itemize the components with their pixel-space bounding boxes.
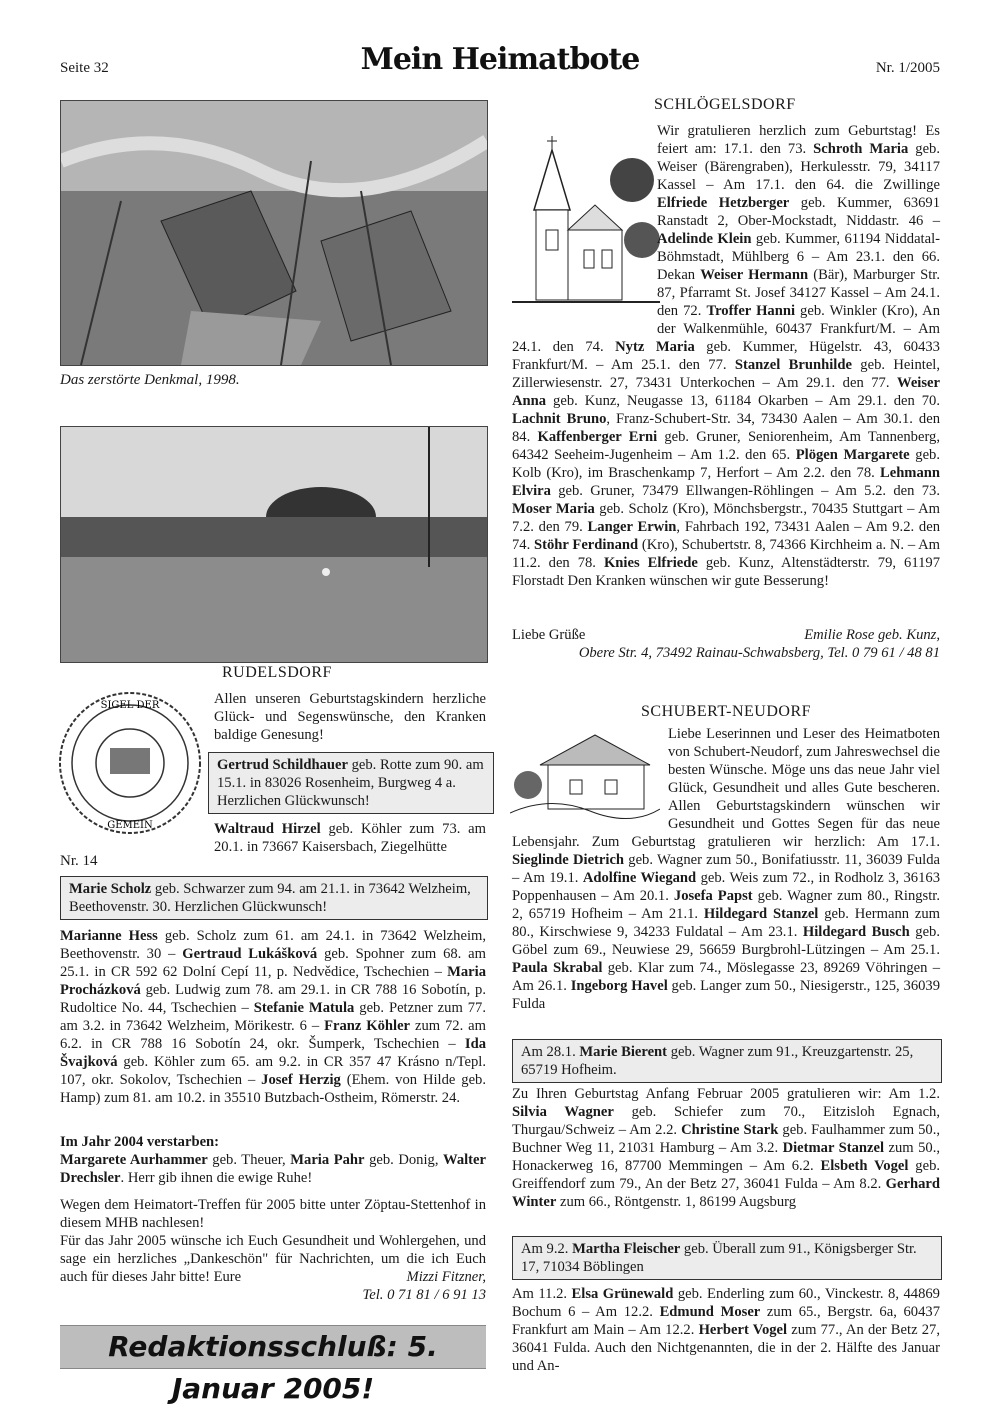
entry-waltraud-hirzel	[214, 820, 486, 856]
entry-text: geb. Hermann zum 80., Kirschwiese 9, 34233 Fuldatal – Am 23.1.	[512, 906, 940, 940]
photo-landscape	[60, 426, 488, 663]
person-name: Waltraud Hirzel	[214, 821, 321, 837]
box-date: Am 9.2.	[521, 1241, 573, 1257]
box-martha-fleischer	[512, 1236, 942, 1280]
person-name: Walter Drechsler	[60, 1152, 486, 1186]
entry-text: zum 66., Röntgenstr. 1, 86199 Augsburg	[556, 1194, 797, 1210]
entry-text: geb. Enderling zum 60., Vinckestr. 8, 44869 Bochum 6 – Am 12.2.	[512, 1286, 940, 1320]
entry-text: zum 65., Bergstr. 6a, 60437 Frankfurt am Main – Am 12.2.	[512, 1304, 940, 1338]
entry-text: geb. Wagner zum 50., Bonifatiusstr. 11, 36039 Fulda – Am 19.1.	[512, 852, 940, 886]
person-name: Hildegard Stanzel	[703, 906, 819, 922]
masthead-title: Mein Heimatbote	[360, 42, 640, 77]
entry-text: . Herr gib ihnen die ewige Ruhe!	[120, 1170, 313, 1186]
person-details: geb. Überall zum 91., Königsberger Str. 17, 71034 Böblingen	[521, 1241, 917, 1275]
person-name: Elfriede Hetzberger	[657, 195, 790, 211]
entry-text: geb. Schiefer zum 70., Eitzisloh Egnach, Thurgau/Schweiz – Am 2.2.	[512, 1104, 940, 1138]
entry-text: geb. Kummer, 61194 Niddatal-Böhmstadt, Mühlberg 6 – Am 23.1. den 66. Dekan	[657, 231, 941, 283]
entry-text: geb. Kunz, Neugasse 13, 61184 Okarben – Am 29.1. den 70.	[546, 393, 940, 409]
signature-address: Obere Str. 4, 73492 Rainau-Schwabsberg, Tel. 0 79 61 / 48 81	[578, 645, 940, 661]
person-name: Gertrud Schildhauer	[217, 757, 348, 773]
entry-text: zum 77., An der Betz 27, 36041 Fulda. Auch den Nichtgenannten, die in der 2. Hälfte des Januar und An-	[512, 1322, 941, 1374]
photo-caption: Das zerstörte Denkmal, 1998.	[60, 372, 240, 388]
seal-label: Nr. 14	[60, 853, 98, 869]
entry-text: (Ehem. von Hilde geb. Hamp) zum 81. am 10.2. in 35510 Butzbach-Ostheim, Römerstr. 24.	[60, 1072, 486, 1106]
entry-text: geb. Langer zum 50., Niesigerstr., 125, 36039 Fulda	[512, 978, 941, 1012]
page-number: Seite 32	[60, 60, 109, 76]
entry-text: zum 72. am 6.2. in CR 788 16 Sobotín 24, okr. Šumperk, Tschechien –	[60, 1018, 486, 1052]
person-name: Josef Herzig	[261, 1072, 341, 1088]
meeting-note: Wegen dem Heimatort-Treffen für 2005 bitte unter Zöptau-Stettenhof in diesem MHB nachlesen!	[60, 1197, 486, 1231]
entry-text: geb. Ludwig zum 78. am 29.1. in CR 788 16 Sobotín, p. Rudoltice No. 44, Tschechien –	[60, 982, 486, 1016]
seal-emblem-icon	[55, 688, 205, 838]
schubert-birthdays	[512, 725, 940, 1013]
person-details: geb. Rotte zum 90. am 15.1. in 83026 Rosenheim, Burgweg 4 a. Herzlichen Glückwunsch!	[217, 757, 484, 809]
entry-text: geb. Faulhammer zum 50., Buchner Weg 11, 21031 Hamburg – Am 3.2.	[512, 1122, 940, 1156]
entry-text: geb. Gruner, Seniorenheim, Am Tannenberg, 64342 Seeheim-Jugenheim – Am 1.2. den 65.	[512, 429, 940, 463]
svg-text:SIGEL DER: SIGEL DER	[100, 700, 160, 711]
entry-text: geb. Heintel, Zillerwiesenstr. 27, 73431 Unterkochen – Am 29.1. den 77.	[512, 357, 940, 391]
died-heading: Im Jahr 2004 verstarben:	[60, 1134, 220, 1150]
schloegelsdorf-birthdays	[512, 122, 940, 590]
rudelsdorf-title: RUDELSDORF	[222, 664, 332, 681]
signature-name: Mizzi Fitzner,	[406, 1269, 486, 1285]
illustration-spacer	[512, 122, 657, 338]
box-marie-bierent	[512, 1039, 942, 1083]
person-name: Elsbeth Vogel	[820, 1158, 909, 1174]
person-name: Nytz Maria	[615, 339, 695, 355]
entry-text: (Kro), Schubertstr. 8, 74366 Kirchheim a. N. – Am 11.2. den 78.	[512, 537, 941, 571]
person-name: Plögen Margarete	[795, 447, 910, 463]
person-name: Troffer Hanni	[706, 303, 795, 319]
person-name: Franz Köhler	[324, 1018, 411, 1034]
entry-text: , Fahrbach 192, 73431 Aalen – Am 9.2. den 74.	[512, 519, 940, 553]
landscape-photo-graphic	[61, 427, 487, 662]
person-name: Herbert Vogel	[698, 1322, 788, 1338]
person-name: Martha Fleischer	[572, 1241, 681, 1257]
signature-name: Emilie Rose geb. Kunz,	[804, 627, 940, 643]
rudelsdorf-intro: Allen unseren Geburtstagskindern herzliche Glück- und Segenswünsche, den Kranken baldige Genesung!	[214, 691, 486, 743]
person-name: Maria Pahr	[290, 1152, 365, 1168]
person-name: Marie Scholz	[69, 881, 152, 897]
entry-text: geb. Theuer,	[207, 1152, 291, 1168]
entry-text: Zu Ihren Geburtstag Anfang Februar 2005 gratulieren wir: Am 1.2.	[512, 1086, 940, 1102]
photo-destroyed-monument	[60, 100, 488, 366]
person-name: Stanzel Brunhilde	[734, 357, 852, 373]
issue-number: Nr. 1/2005	[875, 60, 940, 76]
box-marie-scholz	[60, 876, 488, 920]
person-details: geb. Schwarzer zum 94. am 21.1. in 73642 Welzheim, Beethovenstr. 30. Herzlichen Glückwunsch!	[69, 881, 471, 915]
entry-text: Wir gratulieren herzlich zum Geburtstag! Es feiert am: 17.1. den 73.	[657, 123, 940, 157]
person-name: Stöhr Ferdinand	[534, 537, 639, 553]
person-name: Knies Elfriede	[603, 555, 698, 571]
person-name: Maria Procházková	[60, 964, 486, 998]
died-list	[60, 1151, 486, 1187]
entry-text: geb. Kummer, Hügelstr. 43, 60433 Frankfurt/M. – Am 25.1. den 77.	[512, 339, 940, 373]
person-name: Edmund Moser	[659, 1304, 761, 1320]
entry-text: geb. Gruner, 73479 Ellwangen-Röhlingen – Am 5.2. den 73.	[550, 483, 940, 499]
person-name: Josefa Papst	[673, 888, 753, 904]
person-name: Adelinde Klein	[657, 231, 752, 247]
monument-photo-graphic	[61, 101, 487, 365]
svg-text:GEMEIN: GEMEIN	[107, 820, 153, 831]
entry-text: geb. Spohner zum 68. am 25.1. in CR 592 62 Dolní Cepí 11, p. Nedvědice, Tschechien –	[60, 946, 486, 980]
entry-text: geb. Greiffendorf zum 79., An der Betz 27, 36041 Fulda – Am 8.2.	[512, 1158, 941, 1192]
entry-text: geb. Scholz zum 61. am 24.1. in 73642 Welzheim, Beethovenstr. 30 –	[60, 928, 486, 962]
rudelsdorf-seal	[55, 688, 205, 838]
person-name: Ingeborg Havel	[570, 978, 668, 994]
entry-text: geb. Klar zum 74., Möslegasse 23, 89269 Vöhringen – Am 26.1.	[512, 960, 940, 994]
person-name: Lehmann Elvira	[512, 465, 940, 499]
person-name: Paula Skrabal	[512, 960, 603, 976]
later-birthdays	[512, 1285, 940, 1375]
entry-text: geb. Wagner zum 80., Ringstr. 2, 65719 Hofheim – Am 21.1.	[512, 888, 940, 922]
entry-text: Am 11.2.	[512, 1286, 572, 1302]
person-name: Weiser Anna	[512, 375, 940, 409]
february-birthdays	[512, 1085, 940, 1211]
deadline-banner: Redaktionsschluß: 5. Januar 2005!	[60, 1325, 486, 1369]
entry-text: (Bär), Marburger Str. 87, Pfarramt St. Josef 34127 Kassel – Am 24.1. den 72.	[657, 267, 940, 319]
schubert-title: SCHUBERT-NEUDORF	[641, 703, 812, 720]
entry-text: geb. Kunz, Altenstädterstr. 79, 61197 Florstadt Den Kranken wünschen wir gute Besserung!	[512, 555, 940, 589]
person-name: Sieglinde Dietrich	[512, 852, 625, 868]
person-name: Langer Erwin	[587, 519, 677, 535]
person-name: Silvia Wagner	[512, 1104, 614, 1120]
person-name: Stefanie Matula	[253, 1000, 355, 1016]
entry-text: geb. Weiser (Bärengraben), Herkulesstr. 79, 34117 Kassel – Am 17.1. den 64. die Zwillinge	[657, 141, 940, 193]
person-name: Dietmar Stanzel	[782, 1140, 885, 1156]
person-name: Christine Stark	[681, 1122, 779, 1138]
person-name: Moser Maria	[512, 501, 595, 517]
person-details: geb. Köhler zum 73. am 20.1. in 73667 Kaisersbach, Ziegelhütte	[214, 821, 486, 855]
rudelsdorf-birthdays	[60, 927, 486, 1107]
person-name: Weiser Hermann	[700, 267, 809, 283]
person-name: Marianne Hess	[60, 928, 158, 944]
box-date: Am 28.1.	[521, 1044, 580, 1060]
person-name: Lachnit Bruno	[512, 411, 607, 427]
entry-text: geb. Winkler (Kro), An der Walkenmühle, 60437 Frankfurt/M. – Am 24.1. den 74.	[512, 303, 940, 355]
entry-text: zum 50., Honackerweg 16, 87700 Memmingen – Am 6.2.	[512, 1140, 940, 1174]
entry-text: geb. Scholz (Kro), Mönchsbergstr., 70435 Stuttgart – Am 7.2. den 79.	[512, 501, 940, 535]
person-name: Margarete Aurhammer	[60, 1152, 208, 1168]
person-name: Elsa Grünewald	[571, 1286, 674, 1302]
entry-text: geb. Donig,	[364, 1152, 444, 1168]
entry-text: , Franz-Schubert-Str. 34, 73430 Aalen – Am 30.1. den 84.	[512, 411, 940, 445]
new-year-wishes: Für das Jahr 2005 wünsche ich Euch Gesundheit und Wohlergehen, und sage ein herzliches „Dankeschön" für Nachrichten, um die ich Euch auch für dieses Jahr bitte! Eure	[60, 1233, 486, 1285]
person-details: geb. Wagner zum 91., Kreuzgartenstr. 25, 65719 Hofheim.	[521, 1044, 914, 1078]
person-name: Ida Švajková	[60, 1036, 486, 1070]
person-name: Gerhard Winter	[512, 1176, 940, 1210]
entry-text: geb. Göbel zum 69., Neuwiese 29, 56659 Burgbrohl-Lützingen – Am 25.1.	[512, 924, 941, 958]
box-gertrud-schildhauer	[208, 752, 494, 814]
person-name: Adolfine Wiegand	[582, 870, 697, 886]
entry-text: geb. Weis zum 72., in Rodholz 3, 36163 Poppenhausen – Am 20.1.	[512, 870, 940, 904]
person-name: Marie Bierent	[579, 1044, 668, 1060]
greeting: Liebe Grüße	[512, 627, 586, 643]
person-name: Hildegard Busch	[802, 924, 910, 940]
entry-text: Liebe Leserinnen und Leser des Heimatboten von Schubert-Neudorf, zum Jahreswechsel die besten Wünsche. Möge uns das neue Jahr viel Glück, Gesundheit und alles Gute bescheren. Allen Geburtstagskindern wünschen wir Gesundheit und Gottes Segen für das neue Lebensjahr. Zum Geburtstag gratulieren wir herzlich: Am 17.1.	[512, 726, 940, 850]
entry-text: geb. Petzner zum 77. am 3.2. in 73642 Welzheim, Mörikestr. 6 –	[60, 1000, 486, 1034]
signature-tel: Tel. 0 71 81 / 6 91 13	[362, 1287, 486, 1303]
entry-text: geb. Kolb (Kro), im Braschenkamp 7, Herfort – Am 2.2. den 78.	[512, 447, 941, 481]
illustration-spacer	[512, 725, 668, 833]
entry-text: geb. Köhler zum 65. am 9.2. in CR 357 47 Krásno n/Tepl. 107, okr. Sokolov, Tschechien –	[60, 1054, 486, 1088]
schloegelsdorf-title: SCHLÖGELSDORF	[654, 96, 796, 113]
entry-text: geb. Kummer, 63691 Ranstadt 2, Ober-Mockstadt, Niddastr. 46 –	[657, 195, 941, 229]
person-name: Gertraud Lukášková	[182, 946, 318, 962]
person-name: Schroth Maria	[813, 141, 909, 157]
person-name: Kaffenberger Erni	[537, 429, 658, 445]
